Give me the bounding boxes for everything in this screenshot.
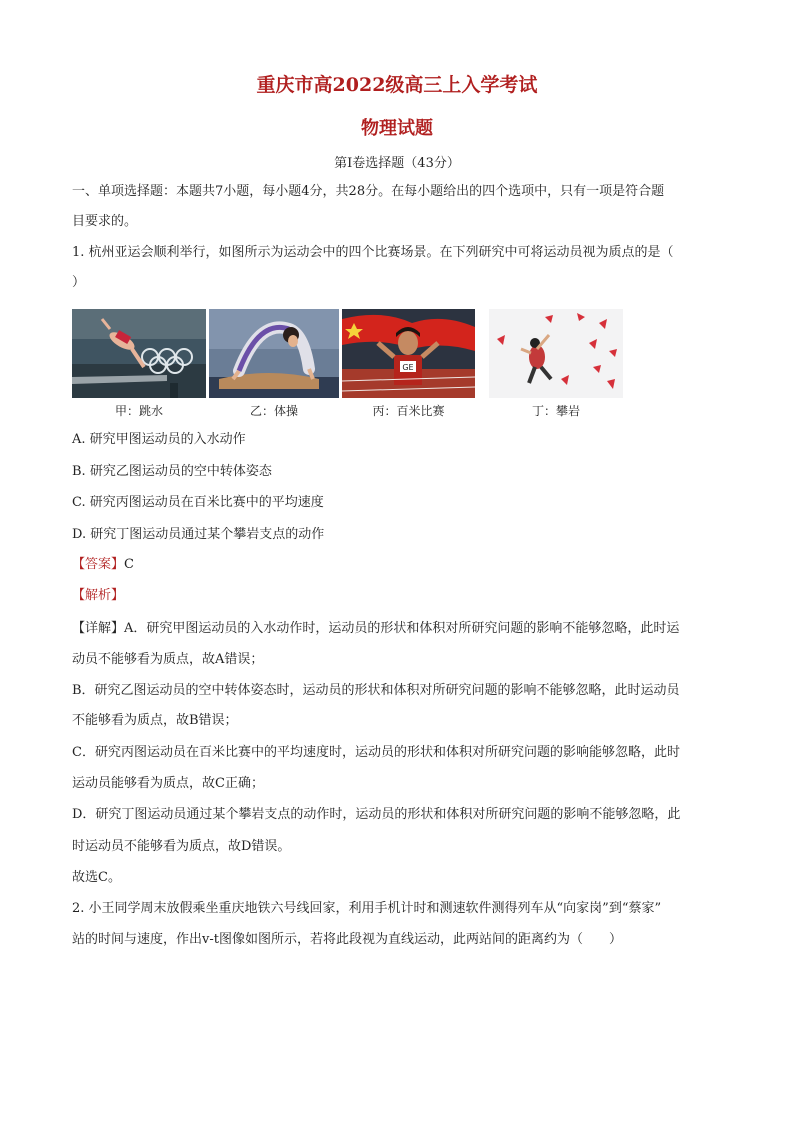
option-a: A. 研究甲图运动员的入水动作: [72, 432, 246, 447]
caption-sprint: 丙：百米比赛: [372, 404, 445, 418]
option-b: B. 研究乙图运动员的空中转体姿态: [72, 464, 272, 479]
detail-line-5: C．研究丙图运动员在百米比赛中的平均速度时，运动员的形状和体积对所研究问题的影响能够忽略，此时: [72, 745, 680, 760]
detail-line-6: 运动员能够看为质点，故C正确；: [72, 776, 264, 791]
detail-line-3: B．研究乙图运动员的空中转体姿态时，运动员的形状和体积对所研究问题的影响不能够忽略，此时运动员: [72, 683, 680, 698]
gymnastics-photo: [209, 309, 339, 398]
caption-diving: 甲：跳水: [114, 404, 163, 418]
question-1-stem: 1. 杭州亚运会顺利举行，如图所示为运动会中的四个比赛场景。在下列研究中可将运动员视为质点的是（: [72, 245, 674, 260]
exam-title: 重庆市高2022级高三上入学考试: [256, 74, 538, 96]
option-c: C. 研究丙图运动员在百米比赛中的平均速度: [72, 495, 324, 510]
detail-line-7: D．研究丁图运动员通过某个攀岩支点的动作时，运动员的形状和体积对所研究问题的影响不能够忽略，此: [72, 807, 681, 822]
diving-photo: [72, 309, 206, 398]
analysis-label: 【解析】: [72, 588, 125, 603]
caption-gymnastics: 乙：体操: [249, 404, 298, 418]
conclusion-line: 故选C。: [72, 870, 121, 885]
caption-climbing: 丁：攀岩: [531, 404, 580, 418]
climbing-photo: [489, 309, 623, 398]
section-heading: 第I卷选择题（43分）: [334, 156, 460, 171]
answer-line: [72, 556, 724, 574]
detail-line-2: 动员不能够看为质点，故A错误；: [72, 652, 264, 667]
detail-label: 【详解】: [72, 621, 125, 636]
question-1-stem-end: ）: [72, 275, 86, 290]
detail-text: A．研究甲图运动员的入水动作时，运动员的形状和体积对所研究问题的影响不能够忽略，此时运: [124, 621, 680, 636]
detail-line-4: 不能够看为质点，故B错误；: [72, 713, 238, 728]
instructions-line-2: 目要求的。: [72, 214, 138, 229]
detail-line-8: 时运动员不能够看为质点，故D错误。: [72, 839, 291, 854]
detail-line-1: [72, 620, 724, 638]
bib-text: GE: [402, 363, 414, 372]
question-2-line-2: 站的时间与速度，作出v-t图像如图所示，若将此段视为直线运动，此两站间的距离约为（ ）: [72, 932, 622, 947]
exam-subtitle: 物理试题: [361, 118, 433, 139]
answer-value: C: [124, 557, 134, 572]
question-2-line-1: 2. 小王同学周末放假乘坐重庆地铁六号线回家，利用手机计时和测速软件测得列车从“向家岗”到“蔡家”: [72, 901, 662, 916]
question-1-figure: [72, 309, 632, 419]
instructions-line-1: 一、单项选择题：本题共7小题，每小题4分，共28分。在每小题给出的四个选项中，只有一项是符合题: [72, 184, 665, 199]
option-d: D. 研究丁图运动员通过某个攀岩支点的动作: [72, 527, 325, 542]
sprint-photo: [342, 309, 475, 398]
answer-label: 【答案】: [72, 557, 125, 572]
